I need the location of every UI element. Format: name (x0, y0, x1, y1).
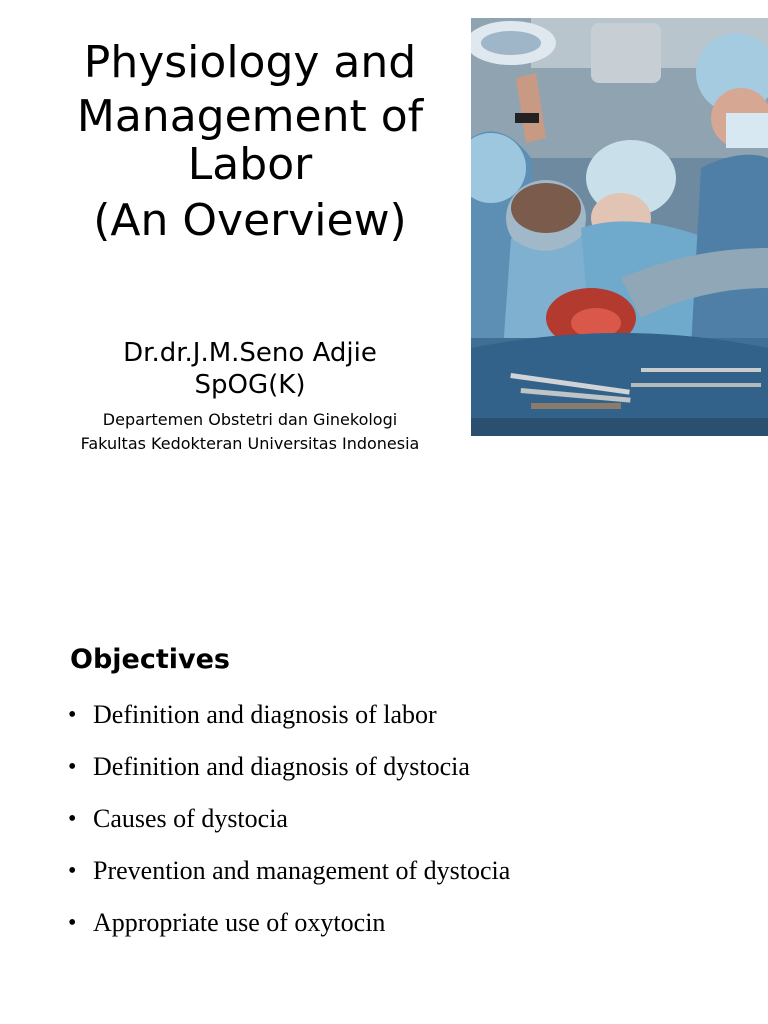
list-item (68, 799, 510, 851)
bullet-icon: • (68, 702, 77, 728)
list-item (68, 851, 510, 903)
list-item-text: Appropriate use of oxytocin (93, 908, 386, 937)
author-line: Dr.dr.J.M.Seno Adjie (123, 338, 377, 368)
list-item-text: Definition and diagnosis of labor (93, 700, 437, 729)
title-line: (An Overview) (93, 195, 407, 246)
title-line: Management of (76, 91, 424, 142)
author-name (20, 337, 480, 401)
affiliation (20, 408, 480, 456)
author-line: SpOG(K) (194, 370, 306, 400)
objectives-heading: Objectives (70, 644, 230, 675)
objectives-list (68, 695, 510, 955)
list-item-text: Definition and diagnosis of dystocia (93, 752, 470, 781)
objectives-slide (0, 600, 768, 1024)
list-item (68, 695, 510, 747)
bullet-icon: • (68, 858, 77, 884)
title-line: Physiology and (83, 37, 417, 88)
affiliation-line: Fakultas Kedokteran Universitas Indonesia (80, 434, 420, 453)
list-item (68, 747, 510, 799)
surgery-photo (471, 18, 768, 436)
bullet-icon: • (68, 806, 77, 832)
title-slide (0, 0, 768, 490)
title-line: Labor (187, 139, 313, 190)
bullet-icon: • (68, 910, 77, 936)
list-item-text: Causes of dystocia (93, 804, 288, 833)
slide-title (20, 36, 480, 248)
affiliation-line: Departemen Obstetri dan Ginekologi (102, 410, 398, 429)
list-item (68, 903, 510, 955)
list-item-text: Prevention and management of dystocia (93, 856, 511, 885)
bullet-icon: • (68, 754, 77, 780)
